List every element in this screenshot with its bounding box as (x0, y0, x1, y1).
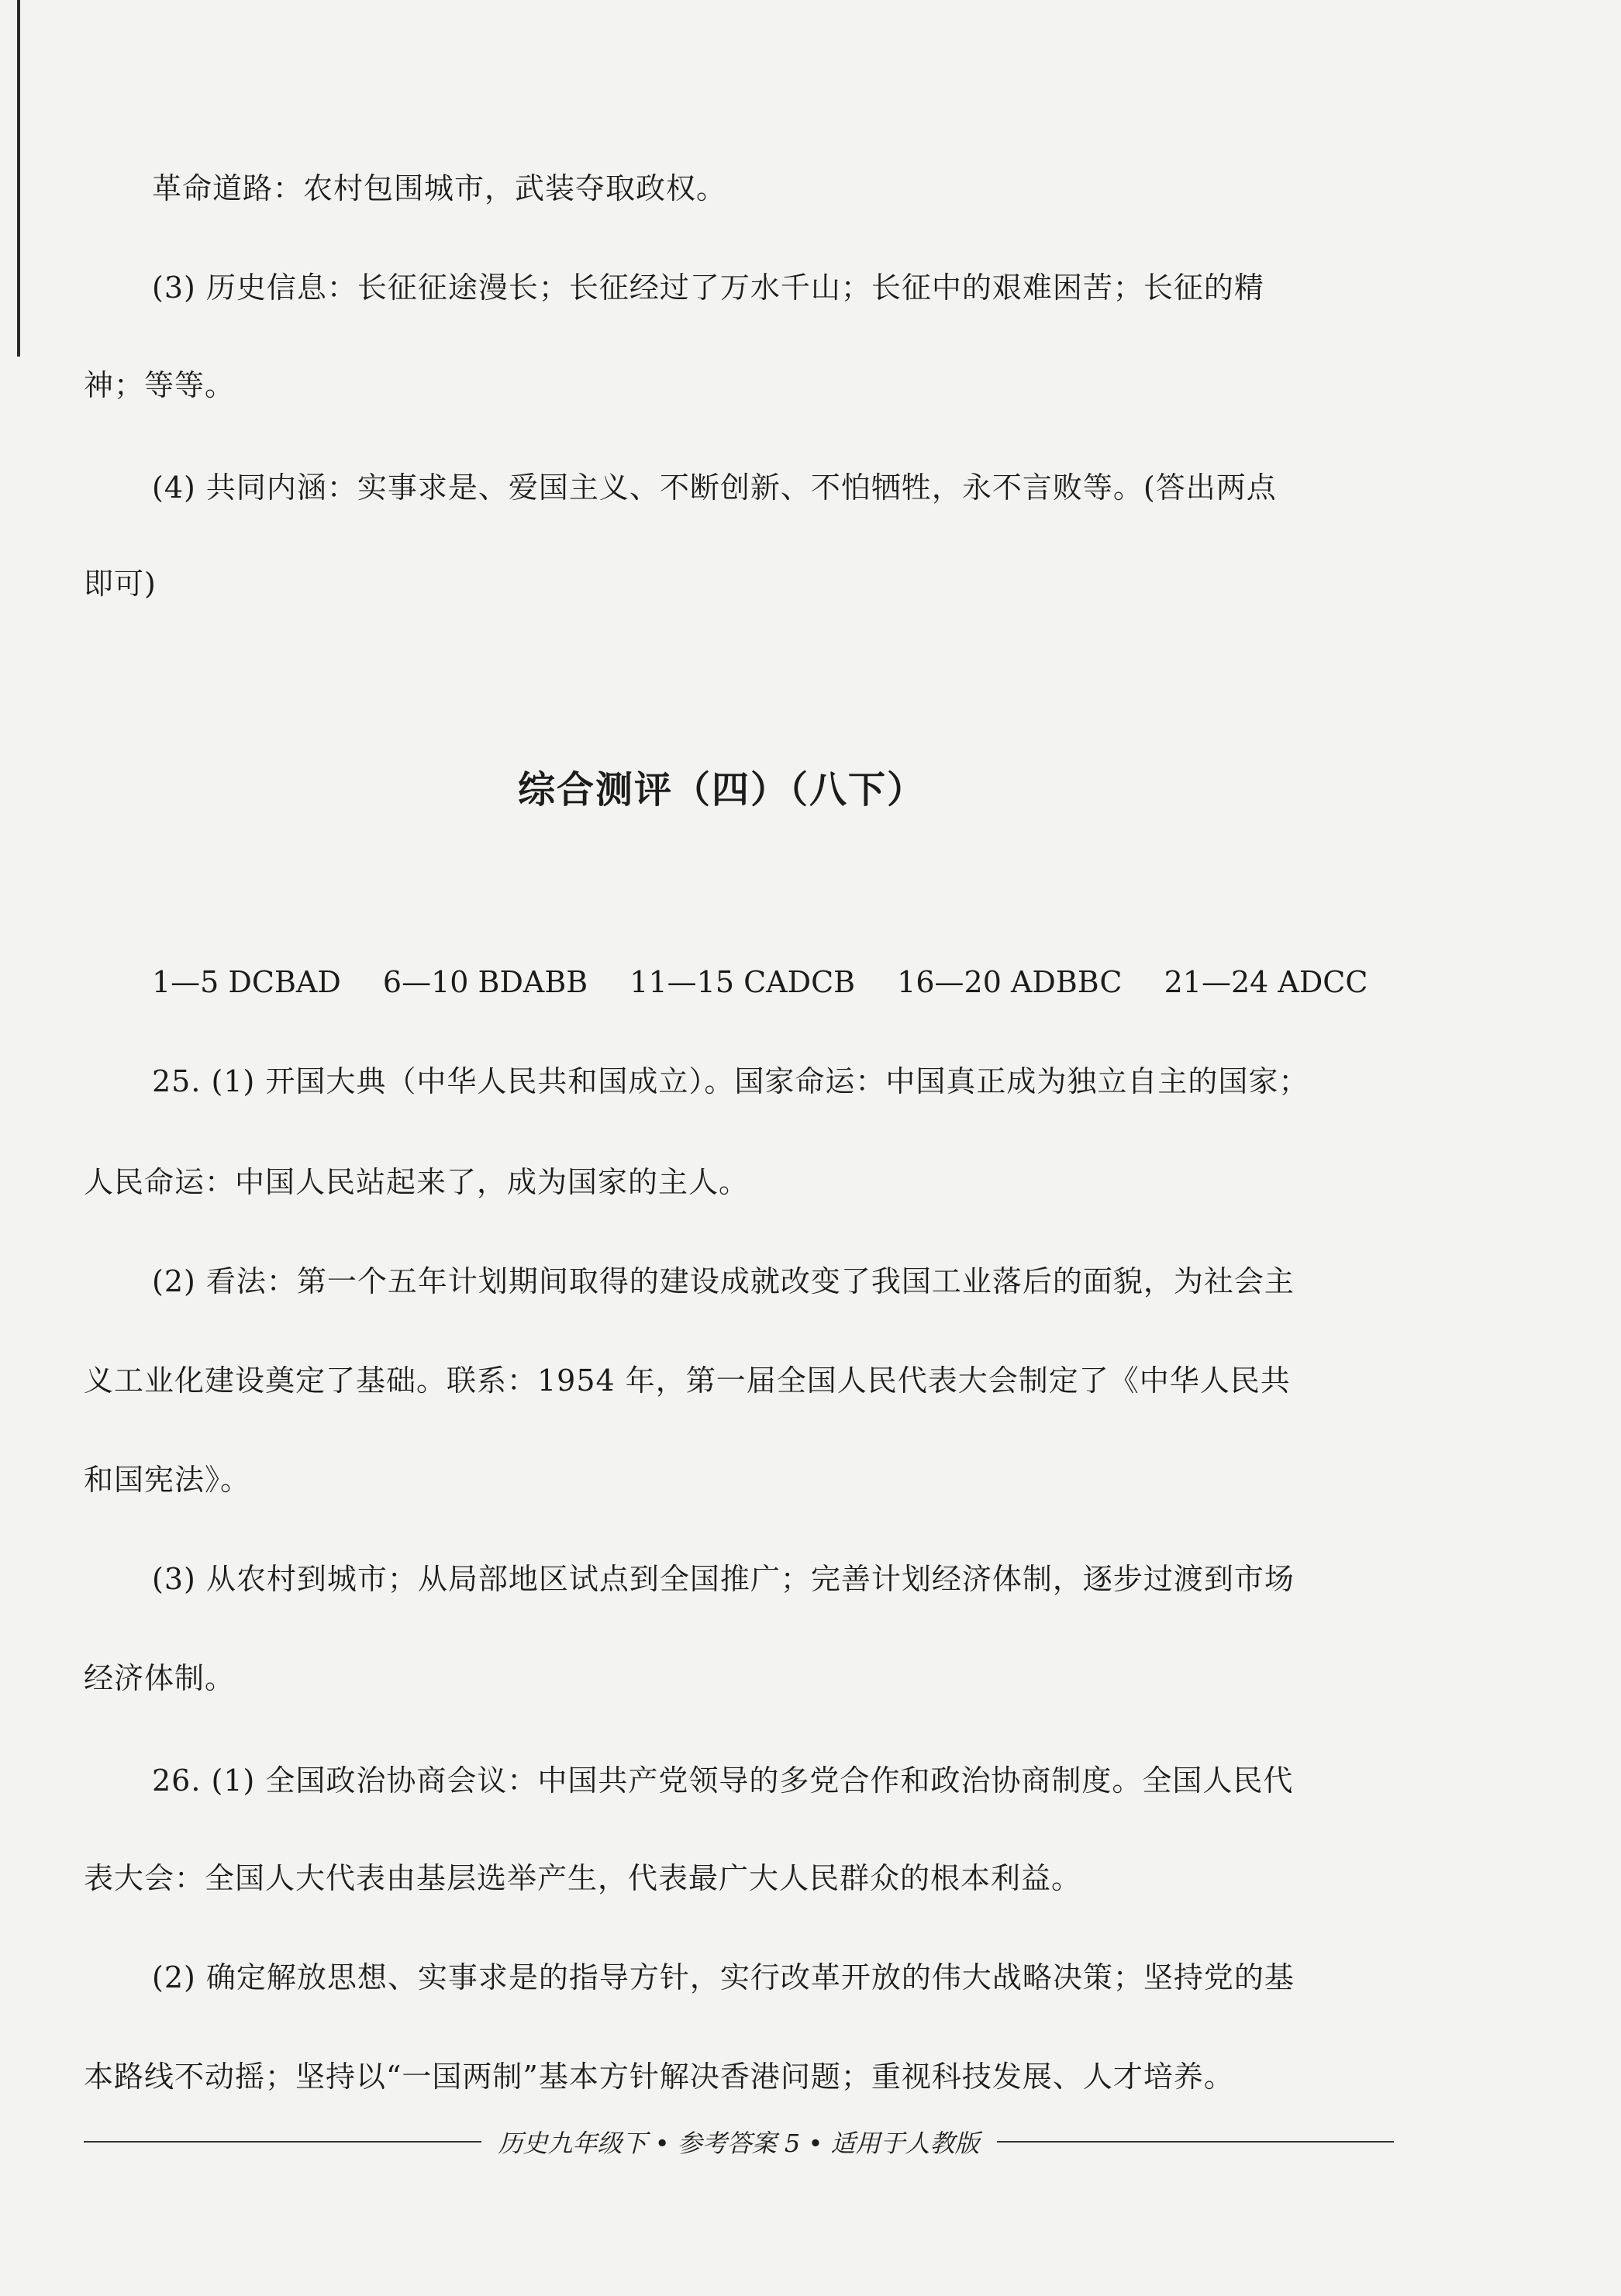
q25-line: 人民命运：中国人民站起来了，成为国家的主人。 (84, 1165, 750, 1199)
section-title: 综合测评（四）（八下） (518, 768, 926, 812)
text-line: (3) 历史信息：长征征途漫长；长征经过了万水千山；长征中的艰难困苦；长征的精 (152, 271, 1264, 305)
q25-line: (2) 看法：第一个五年计划期间取得的建设成就改变了我国工业落后的面貌，为社会主 (152, 1264, 1295, 1298)
text-line: 即可) (84, 567, 157, 601)
q25-line: (3) 从农村到城市；从局部地区试点到全国推广；完善计划经济体制，逐步过渡到市场 (152, 1562, 1295, 1596)
answer-group: 6—10 BDABB (382, 965, 588, 999)
footer-rule-right (997, 2141, 1395, 2143)
text-line: (4) 共同内涵：实事求是、爱国主义、不断创新、不怕牺牲，永不言败等。(答出两点 (152, 471, 1277, 505)
footer-label: 历史九年级下 • 参考答案 5 • 适用于人教版 (498, 2129, 980, 2158)
footer-rule-left (84, 2141, 481, 2143)
text-line: 革命道路：农村包围城市，武装夺取政权。 (152, 171, 727, 205)
answer-group: 11—15 CADCB (629, 965, 856, 999)
q26-line: 表大会：全国人大代表由基层选举产生，代表最广大人民群众的根本利益。 (84, 1861, 1082, 1895)
page-footer (84, 2122, 1394, 2161)
answer-group: 21—24 ADCC (1164, 965, 1368, 999)
text-line: 神；等等。 (84, 368, 236, 402)
q25-line: 25. (1) 开国大典（中华人民共和国成立）。国家命运：中国真正成为独立自主的国家； (152, 1064, 1309, 1098)
answer-group: 1—5 DCBAD (152, 965, 341, 999)
q25-line: 和国宪法》。 (84, 1463, 251, 1497)
page-binding-edge (17, 0, 20, 357)
q26-line: (2) 确定解放思想、实事求是的指导方针，实行改革开放的伟大战略决策；坚持党的基 (152, 1960, 1295, 1994)
q26-line: 26. (1) 全国政治协商会议：中国共产党领导的多党合作和政治协商制度。全国人民代 (152, 1763, 1294, 1798)
q25-line: 义工业化建设奠定了基础。联系：1954 年，第一届全国人民代表大会制定了《中华人民共 (84, 1363, 1291, 1398)
choice-answers (152, 965, 1400, 999)
q26-line: 本路线不动摇；坚持以“一国两制”基本方针解决香港问题；重视科技发展、人才培养。 (84, 2060, 1234, 2094)
q25-line: 经济体制。 (84, 1661, 236, 1695)
answer-group: 16—20 ADBBC (897, 965, 1123, 999)
